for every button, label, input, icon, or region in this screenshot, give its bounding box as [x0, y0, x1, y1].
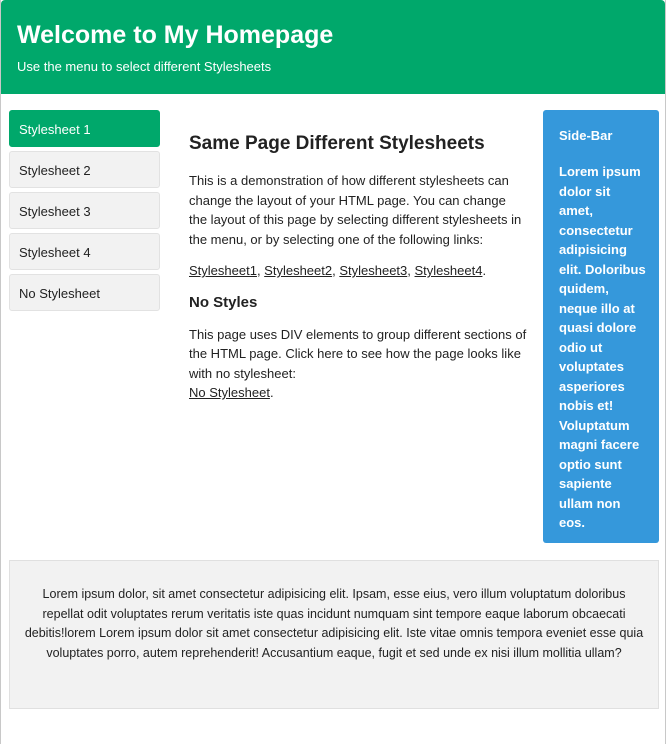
- link-no-stylesheet[interactable]: No Stylesheet: [189, 385, 270, 400]
- link-stylesheet-2[interactable]: Stylesheet2: [264, 263, 333, 278]
- intro-paragraph: This is a demonstration of how different stylesheets can change the layout of your HTML page. You can change the layout of this page by selecting different stylesheets in the menu, or by selecting one of the following links:: [189, 173, 522, 247]
- sidebar-text: Lorem ipsum dolor sit amet, consectetur adipisicing elit. Doloribus quidem, neque illo at quasi dolore odio ut voluptates asperiores nobis et! Voluptatum magni facere optio sunt sapiente ullam non eos.: [559, 164, 646, 530]
- menu-item-stylesheet-3[interactable]: Stylesheet 3: [9, 192, 160, 229]
- side-bar: [543, 110, 659, 543]
- link-stylesheet-3[interactable]: Stylesheet3: [339, 263, 408, 278]
- page-subtitle: Use the menu to select different Stylesheets: [17, 59, 272, 74]
- body-end: .: [269, 385, 274, 400]
- main-content: [189, 132, 527, 415]
- body-text: This page uses DIV elements to group different sections of the HTML page. Click here to see how the page looks like with no stylesheet:: [189, 326, 527, 381]
- footer: [9, 560, 659, 709]
- menu-item-stylesheet-4[interactable]: Stylesheet 4: [9, 233, 160, 270]
- body-paragraph: [189, 325, 527, 403]
- menu-item-stylesheet-2[interactable]: Stylesheet 2: [9, 151, 160, 188]
- menu-item-stylesheet-1[interactable]: Stylesheet 1: [9, 110, 160, 147]
- no-styles-heading: No Styles: [189, 293, 258, 311]
- link-stylesheet-1[interactable]: Stylesheet1: [189, 263, 257, 278]
- links-end: .: [482, 263, 487, 278]
- link-separator: ,: [407, 263, 415, 278]
- main-heading: Same Page Different Stylesheets: [189, 133, 485, 154]
- sidebar-title: Side-Bar: [559, 128, 613, 143]
- footer-text: Lorem ipsum dolor, sit amet consectetur adipisicing elit. Ipsam, esse eius, vero illum voluptatum doloribus repellat odit voluptates rerum veritatis iste quas incidunt numquam sint tempore eaque laborum obcaecati debitis!lorem Lorem ipsum dolor sit amet consectetur adipisicing elit. Iste vitae omnis tempora eveniet esse quia voluptates porro, autem reprehenderit! Accusantium eaque, fugit et sed unde ex nisi illum mollitia ullam?: [24, 587, 644, 660]
- link-separator: ,: [332, 263, 340, 278]
- header: [1, 0, 665, 94]
- menu-item-no-stylesheet[interactable]: No Stylesheet: [9, 274, 160, 311]
- stylesheet-links: [189, 261, 527, 281]
- link-stylesheet-4[interactable]: Stylesheet4: [414, 263, 483, 278]
- page-title: Welcome to My Homepage: [17, 21, 334, 49]
- link-separator: ,: [256, 263, 265, 278]
- stylesheet-menu: [9, 110, 160, 315]
